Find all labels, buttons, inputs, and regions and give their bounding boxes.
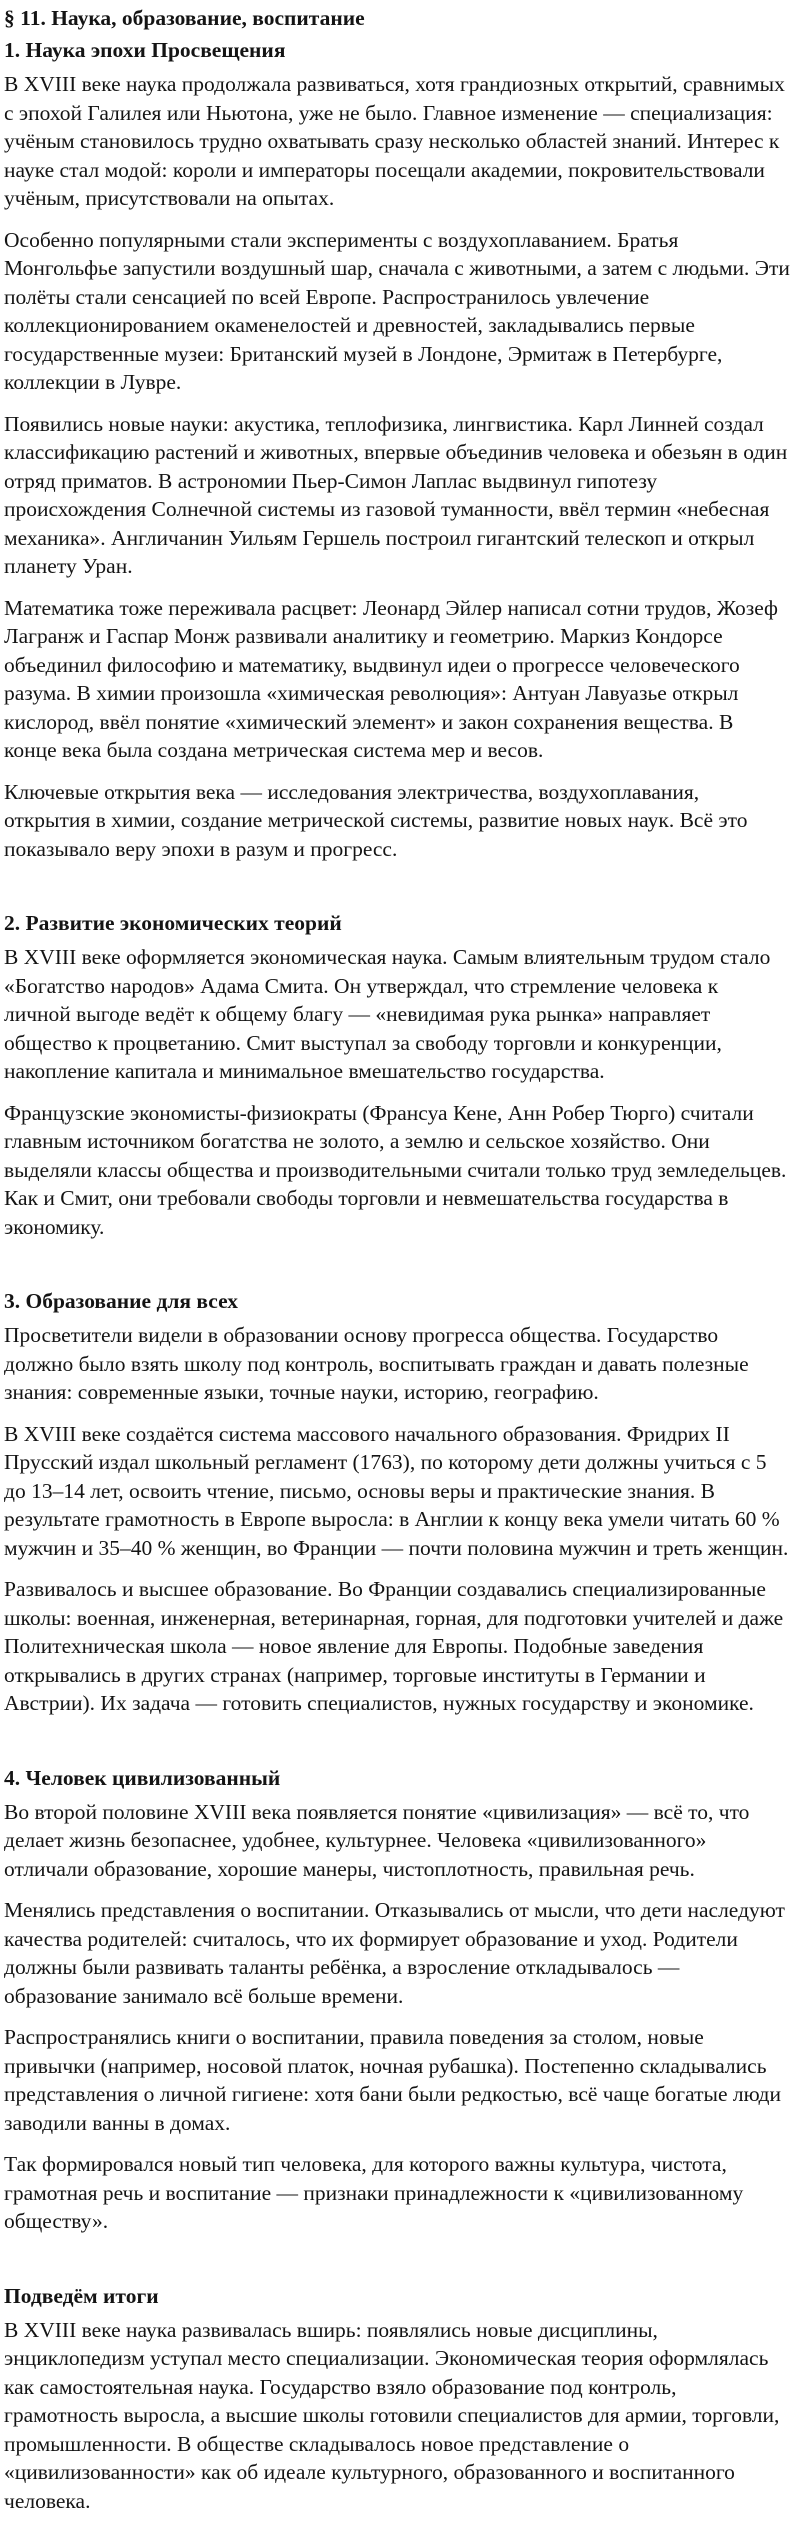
- paragraph: В XVIII веке наука продолжала развиваться, хотя грандиозных открытий, сравнимых с эпохой Галилея или Ньютона, уже не было. Главное изменение — специализация: учёным становилось трудно охватывать сразу несколько областей знаний. Интерес к науке стал модой: короли и императоры посещали академии, покровительствовали учёным, присутствовали на опытах.: [4, 72, 785, 210]
- section-summary: [4, 2282, 790, 2516]
- paragraph: Менялись представления о воспитании. Отказывались от мысли, что дети наследуют качества родителей: считалось, что их формирует образование и уход. Родители должны были развивать таланты ребёнка, а взросление откладывалось — образование занимало всё больше времени.: [4, 1898, 785, 2008]
- paragraph: Просветители видели в образовании основу прогресса общества. Государство должно было взять школу под контроль, воспитывать граждан и давать полезные знания: современные языки, точные науки, историю, географию.: [4, 1323, 749, 1404]
- section-heading: 4. Человек цивилизованный: [4, 1765, 281, 1790]
- paragraph: В XVIII веке создаётся система массового начального образования. Фридрих II Прусский издал школьный регламент (1763), по которому дети должны учиться с 5 до 13–14 лет, освоить чтение, письмо, основы веры и практические знания. В результате грамотность в Европе выросла: в Англии к концу века умели читать 60 % мужчин и 35–40 % женщин, во Франции — почти половина мужчин и треть женщин.: [4, 1421, 789, 1560]
- paragraph: Во второй половине XVIII века появляется понятие «цивилизация» — всё то, что делает жизнь безопаснее, удобнее, культурнее. Человека «цивилизованного» отличали образование, хорошие манеры, чистоплотность, правильная речь.: [4, 1799, 750, 1881]
- paragraph: Ключевые открытия века — исследования электричества, воздухоплавания, открытия в химии, создание метрической системы, развитие новых наук. Всё это показывало веру эпохи в разум и прогресс.: [4, 779, 748, 861]
- paragraph: Появились новые науки: акустика, теплофизика, лингвистика. Карл Линней создал классификацию растений и животных, впервые объединив человека и обезьян в один отряд приматов. В астрономии Пьер-Симон Лаплас выдвинул гипотезу происхождения Солнечной системы из газовой туманности, ввёл термин «небесная механика». Англичанин Уильям Гершель построил гигантский телескоп и открыл планету Уран.: [4, 411, 788, 578]
- paragraph: Французские экономисты-физиократы (Франсуа Кене, Анн Робер Тюрго) считали главным источником богатства не золото, а землю и сельское хозяйство. Они выделяли классы общества и производительными считали только труд земледельцев. Как и Смит, они требовали свободы торговли и невмешательства государства в экономику.: [4, 1100, 787, 1239]
- page-title: § 11. Наука, образование, воспитание: [4, 6, 365, 30]
- paragraph: Распространялись книги о воспитании, правила поведения за столом, новые привычки (например, носовой платок, ночная рубашка). Постепенно складывались представления о личной гигиене: хотя бани были редкостью, всё чаще богатые люди заводили ванны в домах.: [4, 2025, 782, 2135]
- section-civilized-man: [4, 1764, 790, 2236]
- paragraph: Развивалось и высшее образование. Во Франции создавались специализированные школы: военная, инженерная, ветеринарная, горная, для подготовки учителей и даже Политехническая школа — новое явление для Европы. Подобные заведения открывались в других странах (например, торговые институты в Германии и Австрии). Их задача — готовить специалистов, нужных государству и экономике.: [4, 1577, 784, 1715]
- paragraph: В XVIII веке оформляется экономическая наука. Самым влиятельным трудом стало «Богатство народов» Адама Смита. Он утверждал, что стремление человека к личной выгоде ведёт к общему благу — «невидимая рука рынка» направляет общество к процветанию. Смит выступал за свободу торговли и конкуренции, накопление капитала и минимальное вмешательство государства.: [4, 945, 771, 1083]
- section-heading: 3. Образование для всех: [4, 1289, 238, 1313]
- paragraph: Особенно популярными стали эксперименты с воздухоплаванием. Братья Монгольфье запустили воздушный шар, сначала с животными, а затем с людьми. Эти полёты стали сенсацией по всей Европе. Распространилось увлечение коллекционированием окаменелостей и древностей, закладывались первые государственные музеи: Британский музей в Лондоне, Эрмитаж в Петербурге, коллекции в Лувре.: [4, 227, 790, 394]
- section-science: [4, 36, 790, 863]
- paragraph: Так формировался новый тип человека, для которого важны культура, чистота, грамотная речь и воспитание — признаки принадлежности к «цивилизованному обществу».: [4, 2152, 744, 2233]
- section-heading: 1. Наука эпохи Просвещения: [4, 38, 286, 62]
- section-education: [4, 1287, 790, 1718]
- section-heading: Подведём итоги: [4, 2283, 159, 2308]
- paragraph: Математика тоже переживала расцвет: Леонард Эйлер написал сотни трудов, Жозеф Лагранж и Гаспар Монж развивали аналитику и геометрию. Маркиз Кондорсе объединил философию и математику, выдвинул идеи о прогрессе человеческого разума. В химии произошла «химическая революция»: Антуан Лавуазье открыл кислород, ввёл понятие «химический элемент» и закон сохранения вещества. В конце века была создана метрическая система мер и весов.: [4, 595, 778, 762]
- section-heading: 2. Развитие экономических теорий: [4, 911, 342, 935]
- section-economics: [4, 909, 790, 1241]
- paragraph: В XVIII веке наука развивалась вширь: появлялись новые дисциплины, энциклопедизм уступал место специализации. Экономическая теория оформлялась как самостоятельная наука. Государство взяло образование под контроль, грамотность выросла, а высшие школы готовили специалистов для армии, торговли, промышленности. В обществе складывалось новое представление о «цивилизованности» как об идеале культурного, образованного и воспитанного человека.: [4, 2317, 780, 2513]
